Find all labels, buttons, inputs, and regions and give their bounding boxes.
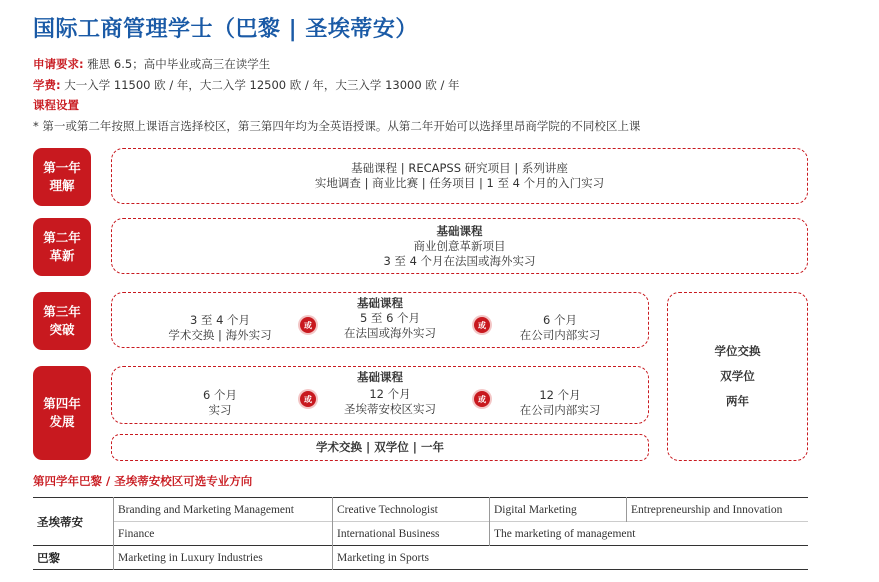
or-badge: 或 bbox=[300, 391, 316, 407]
year4-extra-box bbox=[111, 434, 649, 461]
campus-paris: 巴黎 bbox=[33, 546, 114, 570]
spec-branding: Branding and Marketing Management bbox=[114, 498, 333, 522]
year4-option3-duration: 12 个月 bbox=[539, 388, 581, 402]
year1-line1: 基础课程 | RECAPSS 研究项目 | 系列讲座 bbox=[351, 161, 568, 175]
or-badge: 或 bbox=[474, 391, 490, 407]
course-heading: 课程设置 bbox=[33, 98, 79, 112]
year2-heading: 基础课程 bbox=[436, 224, 483, 238]
year1-badge bbox=[33, 148, 91, 206]
year4-option2-desc: 圣埃蒂安校区实习 bbox=[344, 402, 436, 416]
year3-option2-desc: 在法国或海外实习 bbox=[344, 326, 436, 340]
table-row bbox=[33, 498, 808, 522]
year1-label: 第一年 bbox=[43, 160, 81, 175]
year4-option3 bbox=[490, 388, 630, 418]
year2-line1: 商业创意革新项目 bbox=[413, 239, 506, 253]
course-note: * 第一或第二年按照上课语言选择校区，第三第四年均为全英语授课。从第二年开始可以选择里昂商学院的不同校区上课 bbox=[33, 119, 641, 133]
spec-entrepreneurship: Entrepreneurship and Innovation bbox=[631, 503, 783, 516]
spec-international-business: International Business bbox=[333, 522, 490, 546]
requirement-value: 雅思 6.5；高中毕业或高三在读学生 bbox=[87, 57, 271, 71]
side-item-exchange: 学位交换 bbox=[714, 344, 761, 358]
spec-marketing-of-management: The marketing of management bbox=[494, 527, 636, 540]
year4-heading: 基础课程 bbox=[357, 370, 403, 384]
or-badge: 或 bbox=[300, 317, 316, 333]
tuition-line bbox=[33, 77, 460, 93]
requirement-line bbox=[33, 56, 270, 72]
spec-creative-tech: Creative Technologist bbox=[333, 498, 490, 522]
table-row bbox=[33, 546, 808, 570]
year1-theme: 理解 bbox=[49, 178, 75, 193]
year3-option3-desc: 在公司内部实习 bbox=[519, 328, 601, 342]
year3-option1-desc: 学术交换 | 海外实习 bbox=[168, 328, 272, 342]
year4-label: 第四年 bbox=[43, 396, 81, 411]
year3-option3 bbox=[490, 313, 630, 343]
tuition-label: 学费: bbox=[33, 78, 61, 92]
year2-theme: 革新 bbox=[49, 248, 75, 263]
page-title: 国际工商管理学士（巴黎 | 圣埃蒂安） bbox=[33, 17, 418, 42]
year4-theme: 发展 bbox=[49, 414, 75, 429]
year3-option1-duration: 3 至 4 个月 bbox=[189, 313, 251, 327]
side-item-duration: 两年 bbox=[726, 394, 749, 408]
year4-option1 bbox=[150, 388, 290, 418]
or-badge: 或 bbox=[474, 317, 490, 333]
year3-theme: 突破 bbox=[49, 322, 75, 337]
spec-digital-marketing: Digital Marketing bbox=[490, 498, 627, 522]
table-row bbox=[33, 522, 808, 546]
spec-finance: Finance bbox=[114, 522, 333, 546]
year4-option3-desc: 在公司内部实习 bbox=[519, 403, 601, 417]
year1-line2: 实地调查 | 商业比赛 | 任务项目 | 1 至 4 个月的入门实习 bbox=[314, 176, 605, 190]
specialization-heading: 第四学年巴黎 / 圣埃蒂安校区可选专业方向 bbox=[33, 474, 253, 488]
side-box bbox=[667, 292, 808, 461]
year4-extra: 学术交换 | 双学位 | 一年 bbox=[316, 440, 444, 454]
year2-badge bbox=[33, 218, 91, 276]
year2-label: 第二年 bbox=[43, 230, 81, 245]
spec-luxury: Marketing in Luxury Industries bbox=[114, 546, 333, 570]
campus-saint-etienne: 圣埃蒂安 bbox=[33, 498, 114, 546]
year3-heading: 基础课程 bbox=[357, 296, 403, 310]
year4-option2-duration: 12 个月 bbox=[369, 387, 411, 401]
year4-option2 bbox=[320, 387, 460, 417]
tuition-value: 大一入学 11500 欧 / 年，大二入学 12500 欧 / 年，大三入学 13000 欧 / 年 bbox=[64, 78, 460, 92]
year1-box bbox=[111, 148, 808, 204]
requirement-label: 申请要求: bbox=[33, 57, 84, 71]
year3-option3-duration: 6 个月 bbox=[543, 313, 577, 327]
year3-badge bbox=[33, 292, 91, 350]
year4-badge bbox=[33, 366, 91, 460]
specialization-table bbox=[33, 497, 808, 570]
year3-option2-duration: 5 至 6 个月 bbox=[359, 311, 421, 325]
year3-option1 bbox=[150, 313, 290, 343]
year3-option2 bbox=[320, 311, 460, 341]
year4-option1-duration: 6 个月 bbox=[203, 388, 237, 402]
year3-label: 第三年 bbox=[43, 304, 81, 319]
year4-option1-desc: 实习 bbox=[208, 403, 232, 417]
spec-sports: Marketing in Sports bbox=[337, 551, 429, 564]
year2-line2: 3 至 4 个月在法国或海外实习 bbox=[383, 254, 536, 268]
side-item-dual-degree: 双学位 bbox=[720, 369, 755, 383]
year2-box bbox=[111, 218, 808, 274]
